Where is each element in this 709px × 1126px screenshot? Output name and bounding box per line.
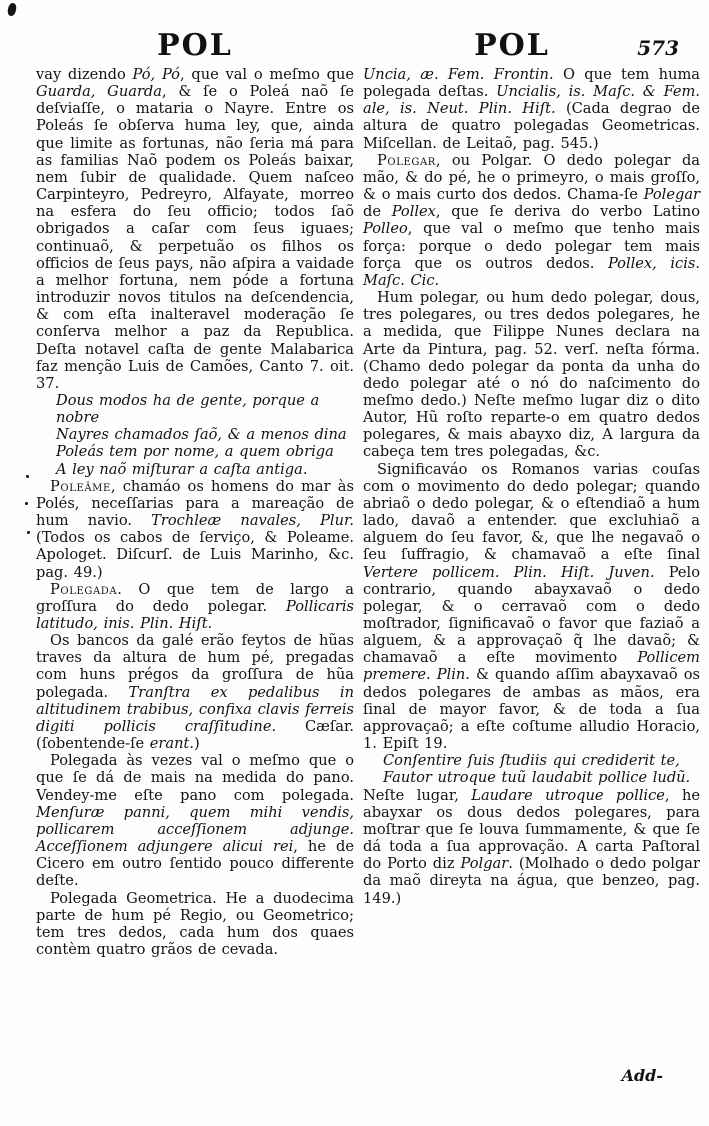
text-segment: Hum polegar, ou hum dedo polegar, dous, tres polegares, ou tres dedos polegares, he a medida, que Filippe Nunes declara na Arte da Pintura, pag. 52. verſ. neſta fórma. (Chamo dedo polegar da ponta da unha do dedo polegar até o nó do naſcimento do meſmo dedo.) Neſte meſmo lugar diz o dito Autor, Hũ roſto reparte-o em quatro dedos polegares, & mais abayxo diz, A largura da cabeça tem tres polegadas, &c. — [363, 289, 700, 461]
entry-polegada — [36, 581, 354, 632]
verse-line: Fautor utroque tuũ laudabit pollice ludũ. — [383, 769, 691, 787]
text-segment: . (Molhado o dedo polgar da maõ direyta na água, que benzeo, pag. 149.) — [363, 855, 700, 907]
continuation-paragraph-poleas — [36, 66, 354, 392]
text-segment: , & ſe o Poleá naõ ſe deſviaſſe, o mataria o Nayre. Entre os Poleás ſe obſerva huma ley, que, ainda que limite as fortunas, não ſeria má para as familias Naõ podem os Poleás baixar, nem ſubir de qualidade. Quem naſceo Carpinteyro, Pedreyro, Alfayate, morreo na esfera do ſeu officio; todos ſaõ obrigados a caſar com ſeus iguaes; continuaõ, & perpetuão os filhos os officios de ſeus pays, não aſpira a vaidade a melhor fortuna, nem póde a fortuna introduzir novos titulos na deſcendencia, & com eſta inalteravel moderação ſe conſerva melhor a paz da Republica. Deſta notavel caſta de gente Malabarica faz menção Luis de Camões, Canto 7. oit. 37. — [36, 83, 354, 392]
scan-speck — [27, 531, 30, 534]
text-segment: Pollicaris latitudo, inis. Plin. Hiſt. — [36, 597, 354, 632]
text-segment: & quando aſſim abayxavaõ os dedos polegares de ambas as mãos, era ſinal de mayor favor, & de toda a ſua approvaçaõ; a eſte coſtume alludio Horacio, 1. Epiſt 19. — [363, 666, 701, 753]
horace-verse-quotation — [363, 752, 700, 786]
text-segment: Uncia, æ. Fem. Frontin. — [363, 66, 554, 83]
catchword: Add- — [621, 1066, 663, 1085]
text-segment: (Cada degrao de altura de quatro polegadas Geometricas. Miſcellan. de Leitaõ, pag. 545.) — [363, 100, 700, 152]
camoes-verse-quotation — [36, 392, 354, 478]
text-segment: Tranſtra ex pedalibus in altitudinem trabibus, confixa clavis ferreis digiti pollicis craſſitudine. — [36, 683, 354, 735]
paragraph-laudare-utroque — [363, 787, 700, 907]
verse-line: Conſentire ſuis ſtudiis qui crediderit te, — [383, 752, 680, 770]
text-segment: Uncialis, is. Maſc. & Fem. ale, is. Neut. Plin. Hiſt. — [363, 83, 701, 118]
text-segment: Polleo — [363, 220, 408, 238]
verse-line: A ley naõ miſturar a caſta antiga. — [56, 460, 308, 478]
text-segment: , chamáo os homens do mar às Polés, neceſſarias para a mareação de hum navio. — [36, 477, 354, 530]
text-segment: , que val o meſmo que tenho mais força: porque o dedo polegar tem mais força que os outros dedos. — [363, 220, 700, 272]
paragraph-polegada-geometrica — [36, 890, 354, 959]
paragraph-bancos-da-gale — [36, 632, 354, 752]
running-title-left: POL — [157, 28, 233, 63]
text-segment: Vertere pollicem. Plin. Hiſt. Juven. — [363, 563, 655, 581]
scan-speck — [7, 2, 18, 16]
running-title-right: POL — [474, 28, 550, 63]
text-segment: Cæſar. (ſobentende-ſe — [36, 717, 354, 753]
entry-headword: Polegar — [377, 151, 436, 169]
text-segment: Menſuræ panni, quem mihi vendis, pollicarem acceſſionem adjunge. Acceſſionem adjungere alicui rei — [36, 803, 354, 856]
text-columns — [36, 66, 700, 958]
text-segment: Neſte lugar, — [363, 786, 472, 804]
text-segment: erant. — [149, 735, 194, 753]
entry-polegar — [363, 152, 700, 289]
paragraph-polegada-pano — [36, 752, 354, 889]
text-segment: Pollex — [391, 203, 436, 221]
text-segment: , ou Polgar. O dedo polegar da mão, & do pé, he o primeyro, o mais groſſo, & o mais curto dos dedos. Chama-ſe — [363, 151, 700, 204]
text-segment: Polegada às vezes val o meſmo que o que ſe dá de mais na medida do pano. Vendey-me eſte pano com polegada. — [36, 752, 354, 804]
text-segment: Polegar — [643, 186, 700, 204]
text-segment: de — [363, 203, 392, 221]
verse-line: Nayres chamados ſaõ, & a menos dina — [56, 426, 347, 444]
text-segment: . O que tem de largo a groſſura do dedo polegar. — [36, 580, 354, 615]
text-segment: O que tem huma polegada deſtas. — [363, 66, 701, 101]
text-segment: , he abayxar os dous dedos polegares, para moſtrar que ſe louva ſummamente, & que ſe dá toda a ſua approvação. A carta Paſtoral do Porto diz — [363, 786, 700, 873]
right-column — [363, 66, 700, 958]
text-segment: , he de Cicero em outro ſentido pouco differente deſte. — [36, 838, 354, 890]
scan-speck — [25, 502, 28, 505]
text-segment: , que ſe deriva do verbo Latino — [435, 203, 700, 221]
text-segment: Pelo contrario, quando abayxavaõ o dedo polegar, & o cerravaõ com o dedo moſtrador, ſignificavaõ o favor que faziaõ a alguem, & a approvaçaõ q̃ lhe davaõ; & chamavaõ a eſte movimento — [363, 563, 700, 667]
text-segment: Guarda, Guarda — [36, 83, 162, 101]
entry-poleame — [36, 478, 354, 581]
text-segment: Os bancos da galé erão feytos de hũas traves da altura de hum pé, pregadas com huns prégos da groſſura de hũa polegada. — [36, 632, 354, 701]
left-column — [36, 66, 354, 958]
text-segment: Polegada Geometrica. He a duodecima parte de hum pé Regio, ou Geometrico; tem tres dedos, cada hum dos quaes contèm quatro grãos de cevada. — [36, 889, 354, 958]
entry-headword: Polegada — [50, 580, 118, 598]
text-segment: Pollicem premere. Plin. — [363, 649, 700, 684]
text-segment: Trochleæ navales, Plur. — [151, 512, 354, 530]
entry-headword: Poleâme — [50, 477, 111, 495]
text-segment: Significaváo os Romanos varias couſas com o movimento do dedo polegar; quando abriaõ o dedo polegar, & o eſtendiaõ a hum lado, davaõ a entender. que excluhiaõ a alguem do ſeu favor, &, que lhe negavaõ o ſeu ſuffragio, & chamavaõ a eſte ſinal — [363, 460, 700, 564]
page-number: 573 — [637, 36, 679, 60]
verse-line: Dous modos ha de gente, porque a nobre — [56, 391, 320, 427]
text-segment: Pó, Pó — [132, 66, 180, 83]
continuation-paragraph-uncia — [363, 66, 700, 152]
scan-speck — [26, 475, 29, 478]
text-segment: Laudare utroque pollice — [471, 786, 665, 804]
text-segment: Polgar — [460, 855, 509, 873]
verse-line: Poleás tem por nome, a quem obriga — [56, 443, 334, 461]
paragraph-romanos-polegar — [363, 461, 700, 753]
paragraph-medida-filippe-nunes — [363, 289, 700, 461]
text-segment: Pollex, icis. Maſc. Cic. — [363, 254, 700, 289]
text-segment: , que val o meſmo que — [179, 66, 354, 83]
text-segment: vay dizendo — [36, 66, 133, 83]
text-segment: (Todos os cabos de ſerviço, & Poleame. Apologet. Diſcurſ. de Luis Marinho, &c. pag. 49.) — [36, 529, 354, 581]
page-header — [0, 28, 709, 66]
text-segment: ) — [193, 735, 200, 753]
